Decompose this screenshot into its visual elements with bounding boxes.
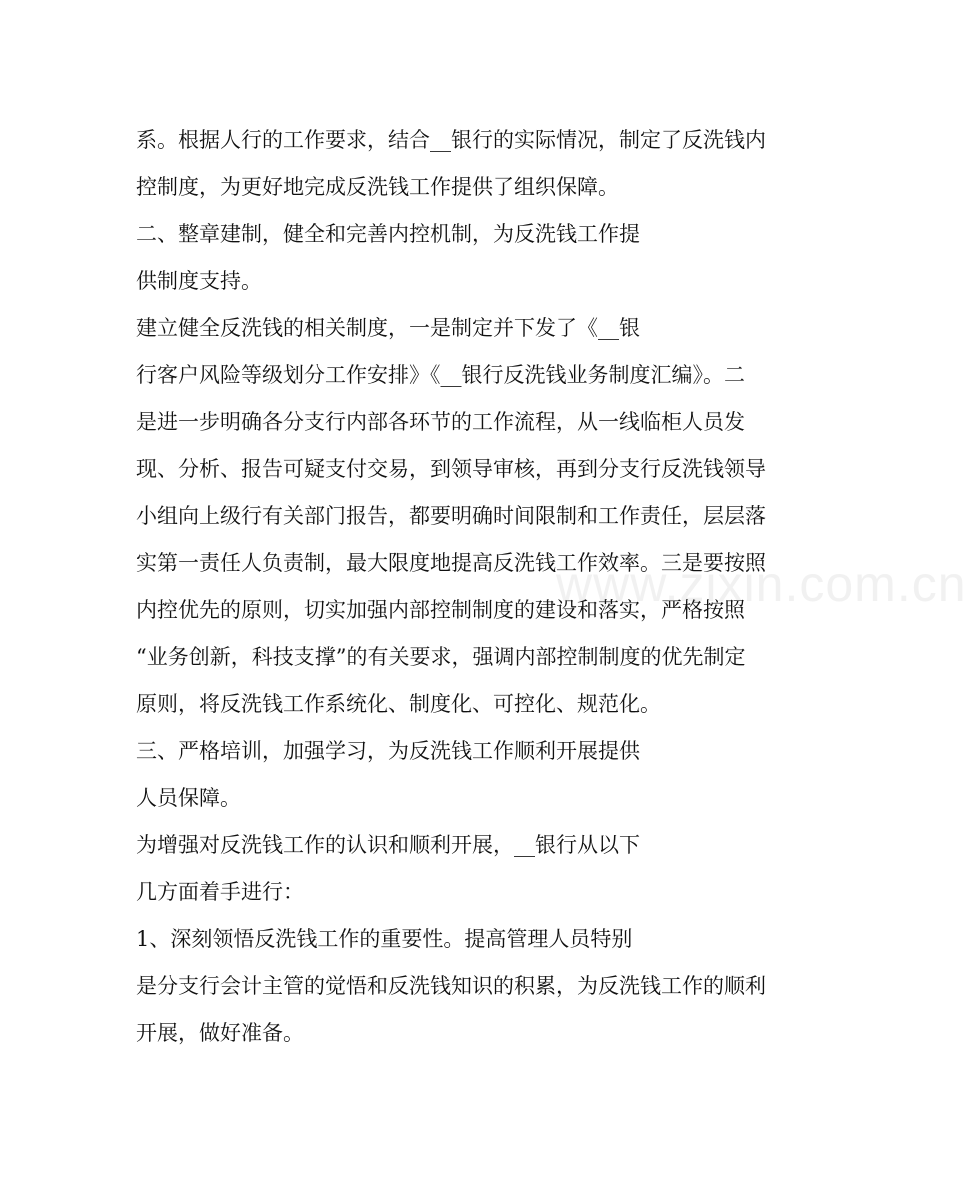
section-heading: 二、整章建制，健全和完善内控机制，为反洗钱工作提 <box>136 222 640 246</box>
section-heading: 三、严格培训，加强学习，为反洗钱工作顺利开展提供 <box>136 739 640 763</box>
text-line: 是分支行会计主管的觉悟和反洗钱知识的积累，为反洗钱工作的顺利 <box>136 974 766 998</box>
text-line: 现、分析、报告可疑支付交易，到领导审核，再到分支行反洗钱领导 <box>136 457 766 481</box>
text-line: 系。根据人行的工作要求，结合__银行的实际情况，制定了反洗钱内 <box>136 128 766 152</box>
section-heading-continued: 人员保障。 <box>136 786 241 810</box>
text-line: 小组向上级行有关部门报告，都要明确时间限制和工作责任，层层落 <box>136 504 766 528</box>
text-line: “业务创新，科技支撑”的有关要求，强调内部控制制度的优先制定 <box>136 645 746 669</box>
section-heading-continued: 供制度支持。 <box>136 269 262 293</box>
text-line: 为增强对反洗钱工作的认识和顺利开展，__银行从以下 <box>136 833 640 857</box>
watermark: www.zixin.com.cn <box>556 556 967 612</box>
text-line: 内控优先的原则，切实加强内部控制制度的建设和落实，严格按照 <box>136 598 745 622</box>
text-line: 开展，做好准备。 <box>136 1021 304 1045</box>
list-item: 1、深刻领悟反洗钱工作的重要性。提高管理人员特别 <box>136 927 633 951</box>
text-line: 几方面着手进行： <box>136 880 304 904</box>
text-line: 原则，将反洗钱工作系统化、制度化、可控化、规范化。 <box>136 692 661 716</box>
text-line: 实第一责任人负责制，最大限度地提高反洗钱工作效率。三是要按照 <box>136 551 766 575</box>
text-line: 行客户风险等级划分工作安排》《__银行反洗钱业务制度汇编》。二 <box>136 363 745 387</box>
text-line: 控制度，为更好地完成反洗钱工作提供了组织保障。 <box>136 175 619 199</box>
text-line: 建立健全反洗钱的相关制度，一是制定并下发了《__银 <box>136 316 640 340</box>
text-line: 是进一步明确各分支行内部各环节的工作流程，从一线临柜人员发 <box>136 410 745 434</box>
